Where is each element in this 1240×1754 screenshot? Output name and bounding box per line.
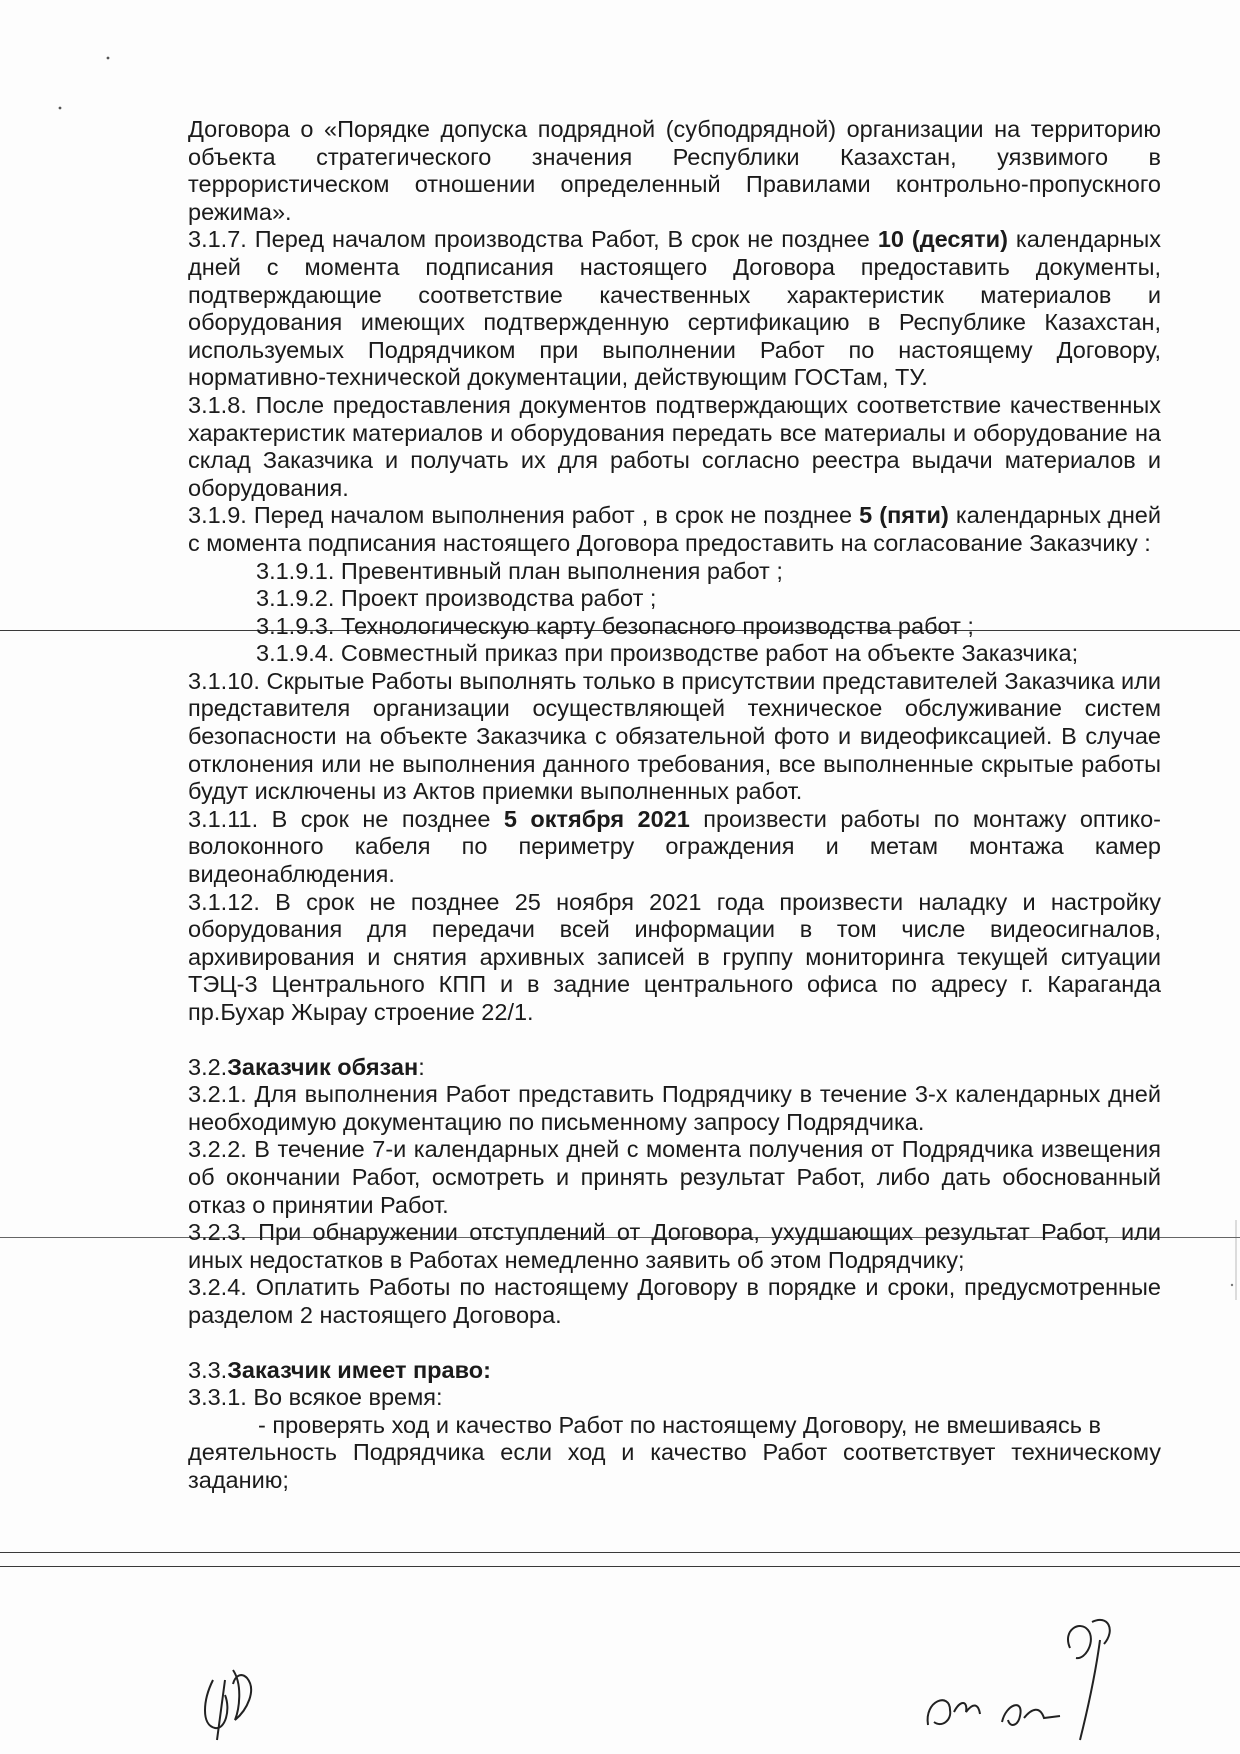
sub-item-3-1-9-1: 3.1.9.1. Превентивный план выполнения работ ; <box>256 557 783 584</box>
signature-left <box>195 1640 275 1750</box>
paragraph-3-1-7: 3.1.7. Перед началом производства Работ, В срок не позднее 10 (десяти) календарных дней с момента подписания настоящего Договора предоставить документы, подтверждающие соответствие качественных характеристик материалов и оборудования имеющих подтвержденную сертификацию в Республике Казахстан, используемых Подрядчиком при выполнении Работ по настоящему Договору, нормативно-технической документации, действующим ГОСТам, ТУ. <box>188 226 1162 391</box>
paragraph-3-1-9: 3.1.9. Перед началом выполнения работ , в срок не позднее 5 (пяти) календарных дней с момента подписания настоящего Договора предоставить на согласование Заказчику : <box>188 502 1161 556</box>
paragraph-3-1-10: 3.1.10. Скрытые Работы выполнять только в присутствии представителей Заказчика или представителя организации осуществляющей техническое обслуживание систем безопасности на объекте Заказчика с обязательной фото и видеофиксацией. В случае отклонения или не выполнения данного требования, все выполненные скрытые работы будут исключены из Актов приемки выполненных работ. <box>188 667 1161 805</box>
paragraph-3-2-2: 3.2.2. В течение 7-и календарных дней с момента получения от Подрядчика извещения об окончании Работ, осмотреть и принять результат Работ, либо дать обоснованный отказ о принятии Работ. <box>188 1136 1161 1218</box>
paragraph-3-3-1-dash: - проверять ход и качество Работ по настоящему Договору, не вмешиваясь в <box>258 1411 1101 1438</box>
paragraph-3-1-8: 3.1.8. После предоставления документов подтверждающих соответствие качественных характеристик материалов и оборудования передать все материалы и оборудование на склад Заказчика и получать их для работы согласно реестра выдачи материалов и оборудования. <box>188 391 1161 501</box>
paragraph-3-1-11: 3.1.11. В срок не позднее 5 октября 2021 произвести работы по монтажу оптико-волоконного кабеля по периметру ограждения и метам монтажа камер видеонаблюдения. <box>188 805 1161 888</box>
paragraph-3-3-1-continuation: деятельность Подрядчика если ход и качество Работ соответствует техническому заданию; <box>188 1439 1161 1493</box>
paragraph-3-1-6-continuation: Договора о «Порядке допуска подрядной (субподрядной) организации на территорию объекта стратегического значения Республики Казахстан, уязвимого в террористическом отношении определенный Правилами контрольно-пропускного режима». <box>188 116 1161 225</box>
paragraph-3-1-12: 3.1.12. В срок не позднее 25 ноября 2021 года произвести наладку и настройку оборудования для передачи всей информации в том числе видеосигналов, архивирования и снятия архивных записей в группу мониторинга текущей ситуации ТЭЦ-3 Центрального КПП и в задние центрального офиса по адресу г. Караганда пр.Бухар Жырау строение 22/1. <box>188 888 1161 1025</box>
document-body <box>188 116 1161 1495</box>
paragraph-3-2-4: 3.2.4. Оплатить Работы по настоящему Договору в порядке и сроки, предусмотренные разделом 2 настоящего Договора. <box>188 1274 1161 1328</box>
paragraph-3-2-3: 3.2.3. При обнаружении отступлений от Договора, ухудшающих результат Работ, или иных недостатков в Работах немедленно заявить об этом Подрядчику; <box>188 1219 1161 1273</box>
scan-line <box>0 1566 1240 1567</box>
sub-item-3-1-9-2: 3.1.9.2. Проект производства работ ; <box>256 585 657 612</box>
sub-item-3-1-9-3: 3.1.9.3. Технологическую карту безопасного производства работ ; <box>256 612 974 639</box>
paragraph-3-2-1: 3.2.1. Для выполнения Работ представить Подрядчику в течение 3-х календарных дней необходимую документацию по письменному запросу Подрядчика. <box>188 1081 1161 1135</box>
signature-right <box>920 1600 1150 1750</box>
sub-item-3-1-9-4: 3.1.9.4. Совместный приказ при производстве работ на объекте Заказчика; <box>256 640 1079 667</box>
paragraph-3-3-1: 3.3.1. Во всякое время: <box>188 1384 443 1411</box>
scan-line <box>0 1552 1240 1553</box>
section-3-2-heading: 3.2.Заказчик обязан: <box>188 1053 425 1080</box>
section-3-3-heading: 3.3.Заказчик имеет право: <box>188 1356 491 1383</box>
